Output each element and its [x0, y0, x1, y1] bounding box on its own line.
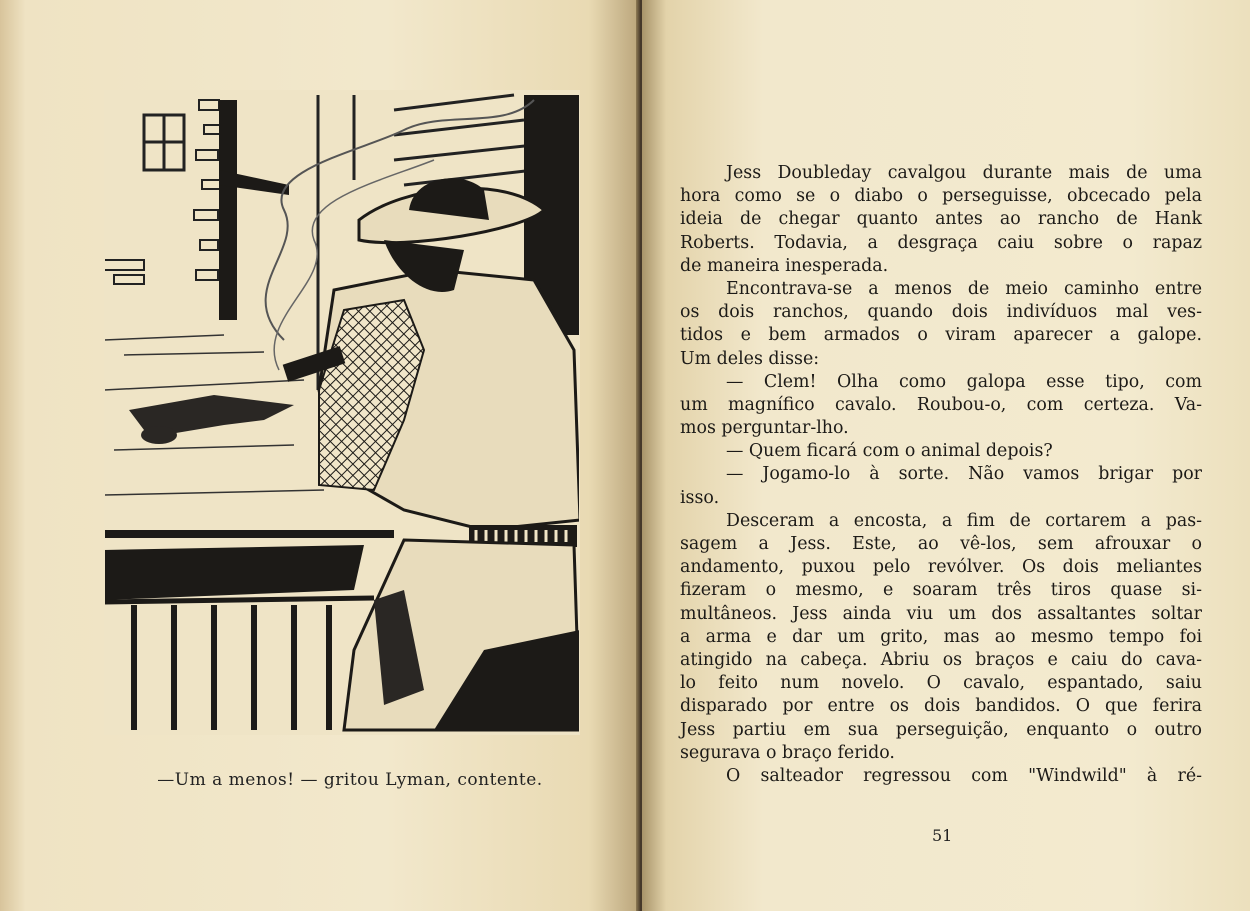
text-line: Um deles disse:: [680, 348, 820, 369]
text-line: Encontrava-se a menos de meio caminho entre: [726, 278, 1202, 299]
text-line: mos perguntar-lho.: [680, 418, 849, 439]
text-line: Roberts. Todavia, a desgraça caiu sobre o rapaz: [680, 232, 1202, 253]
western-gunfight-illustration: [104, 90, 580, 735]
text-line: de maneira inesperada.: [680, 255, 889, 276]
text-line: Jess Doubleday cavalgou durante mais de uma: [726, 163, 1202, 183]
body-text: [680, 162, 1202, 788]
text-line: a arma e dar um grito, mas ao mesmo tempo foi: [680, 626, 1202, 647]
illustration-caption: —Um a menos! — gritou Lyman, contente.: [157, 770, 543, 790]
right-page: [642, 0, 1250, 911]
text-line: Jess partiu em sua perseguição, enquanto o outro: [680, 719, 1202, 740]
text-line: sagem a Jess. Este, ao vê-los, sem afrouxar o: [680, 534, 1202, 554]
page-number: 51: [932, 826, 953, 845]
text-line: tidos e bem armados o viram aparecer a galope.: [680, 325, 1202, 346]
text-line: — Jogamo-lo à sorte. Não vamos brigar por: [726, 464, 1202, 485]
text-line: fizeram o mesmo, e soaram três tiros quase si-: [680, 580, 1202, 601]
text-line: hora como se o diabo o perseguisse, obcecado pela: [680, 186, 1202, 207]
text-line: atingido na cabeça. Abriu os braços e caiu do cava-: [680, 649, 1202, 670]
text-line: segurava o braço ferido.: [680, 742, 895, 763]
text-line: ideia de chegar quanto antes ao rancho de Hank: [680, 209, 1202, 230]
text-line: andamento, puxou pelo revólver. Os dois meliantes: [680, 557, 1202, 578]
text-line: O salteador regressou com "Windwild" à ré-: [726, 765, 1202, 786]
text-line: multâneos. Jess ainda viu um dos assaltantes soltar: [680, 603, 1202, 624]
text-line: — Clem! Olha como galopa esse tipo, com: [726, 371, 1202, 392]
text-line: lo feito num novelo. O cavalo, espantado, saiu: [680, 673, 1202, 694]
text-line: Desceram a encosta, a fim de cortarem a pas-: [726, 510, 1202, 531]
text-line: disparado por entre os dois bandidos. O que ferira: [680, 696, 1202, 717]
text-line: os dois ranchos, quando dois indivíduos mal ves-: [680, 302, 1202, 323]
text-line: um magnífico cavalo. Roubou-o, com certeza. Va-: [680, 394, 1202, 415]
text-line: isso.: [680, 487, 720, 508]
text-line: — Quem ficará com o animal depois?: [726, 441, 1053, 462]
